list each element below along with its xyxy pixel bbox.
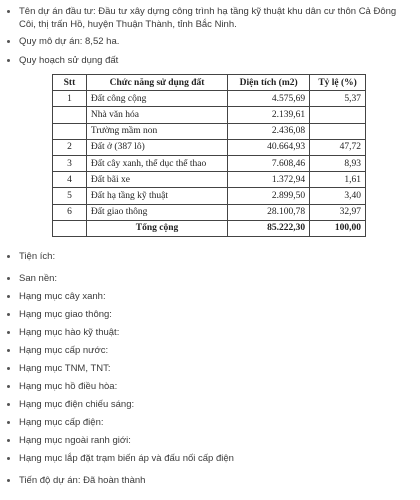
list-item: Hạng mục hồ điều hòa: [6, 380, 414, 393]
land-use-table [52, 74, 366, 237]
cell-ratio [310, 107, 366, 123]
total-stt [53, 220, 87, 236]
cell-ratio: 32,97 [310, 204, 366, 220]
list-item: Hạng mục cấp điện: [6, 416, 414, 429]
table-row [53, 204, 366, 220]
cell-stt: 1 [53, 91, 87, 107]
cell-stt [53, 123, 87, 139]
project-progress-item: Tiến độ dự án: Đã hoàn thành [6, 474, 414, 487]
project-scale-item: Quy mô dự án: 8,52 ha. [6, 35, 414, 48]
cell-area: 7.608,46 [228, 155, 310, 171]
list-item: Hạng mục ngoài ranh giới: [6, 434, 414, 447]
list-item: Hạng mục lắp đặt trạm biến áp và đấu nối cấp điện [6, 452, 414, 465]
cell-function: Đất hạ tầng kỹ thuật [86, 188, 227, 204]
table-total-row [53, 220, 366, 236]
cell-ratio: 8,93 [310, 155, 366, 171]
list-item: Hạng mục cây xanh: [6, 290, 414, 303]
list-item: Hạng mục cấp nước: [6, 344, 414, 357]
cell-function: Đất cây xanh, thể dục thể thao [86, 155, 227, 171]
cell-stt: 2 [53, 139, 87, 155]
header-area: Diện tích (m2) [228, 75, 310, 91]
table-row [53, 123, 366, 139]
header-stt: Stt [53, 75, 87, 91]
cell-area: 1.372,94 [228, 172, 310, 188]
project-name-item: Tên dự án đầu tư: Đầu tư xây dựng công trình hạ tầng kỹ thuật khu dân cư thôn Cả Đông Côi, thị trấn Hồ, huyện Thuận Thành, tỉnh Bắc Ninh. [6, 5, 414, 31]
cell-area: 4.575,69 [228, 91, 310, 107]
cell-stt [53, 107, 87, 123]
table-row [53, 188, 366, 204]
cell-area: 40.664,93 [228, 139, 310, 155]
cell-stt: 4 [53, 172, 87, 188]
cell-ratio: 3,40 [310, 188, 366, 204]
table-row [53, 107, 366, 123]
cell-area: 2.139,61 [228, 107, 310, 123]
cell-area: 2.899,50 [228, 188, 310, 204]
cell-function: Trường mầm non [86, 123, 227, 139]
cell-ratio: 5,37 [310, 91, 366, 107]
total-ratio: 100,00 [310, 220, 366, 236]
total-label: Tổng cộng [86, 220, 227, 236]
cell-function: Đất giao thông [86, 204, 227, 220]
cell-ratio: 47,72 [310, 139, 366, 155]
table-row [53, 155, 366, 171]
table-row [53, 91, 366, 107]
cell-function: Nhà văn hóa [86, 107, 227, 123]
list-item: Hạng mục điện chiếu sáng: [6, 398, 414, 411]
cell-stt: 5 [53, 188, 87, 204]
cell-stt: 6 [53, 204, 87, 220]
project-info-list [6, 5, 414, 73]
amenities-item: Tiện ích: [6, 250, 414, 263]
cell-ratio [310, 123, 366, 139]
table-header-row [53, 75, 366, 91]
cell-function: Đất bãi xe [86, 172, 227, 188]
total-area: 85.222,30 [228, 220, 310, 236]
header-ratio: Tỷ lệ (%) [310, 75, 366, 91]
land-use-plan-item: Quy hoạch sử dụng đất [6, 54, 414, 67]
cell-area: 28.100,78 [228, 204, 310, 220]
cell-function: Đất ở (387 lô) [86, 139, 227, 155]
grading-item: San nền: [6, 272, 414, 285]
table-row [53, 139, 366, 155]
list-item: Hạng mục hào kỹ thuật: [6, 326, 414, 339]
cell-ratio: 1,61 [310, 172, 366, 188]
list-item: Hạng mục TNM, TNT: [6, 362, 414, 375]
table-row [53, 172, 366, 188]
cell-stt: 3 [53, 155, 87, 171]
list-item: Hạng mục giao thông: [6, 308, 414, 321]
cell-area: 2.436,08 [228, 123, 310, 139]
project-details-list [6, 250, 414, 492]
cell-function: Đất công cộng [86, 91, 227, 107]
header-function: Chức năng sử dụng đất [86, 75, 227, 91]
